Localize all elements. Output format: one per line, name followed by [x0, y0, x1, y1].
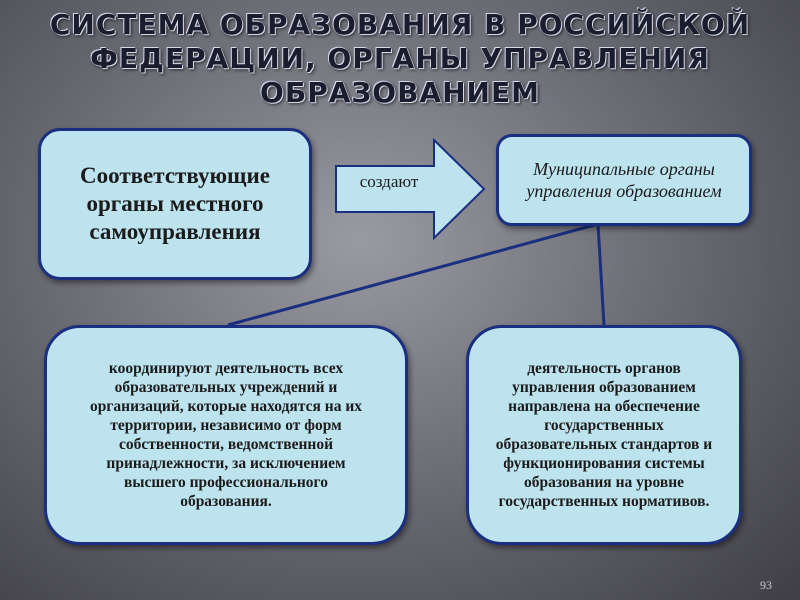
municipal-education-bodies-text: Муниципальные органы управления образованием	[526, 159, 722, 201]
title-line-2: ФЕДЕРАЦИИ, ОРГАНЫ УПРАВЛЕНИЯ	[90, 42, 710, 75]
local-government-bodies-box	[38, 128, 312, 280]
activity-direction-text: деятельность органов управления образованием направлена на обеспечение государственных образовательных стандартов и функционирования системы образования на уровне государственных нормативов.	[495, 360, 713, 510]
coordinate-activities-text: координируют деятельность всех образовательных учреждений и организаций, которые находятся на их территории, независимо от форм собственности, ведомственной принадлежности, за исключением высшего профессионального образования.	[90, 360, 362, 510]
title-line-3: ОБРАЗОВАНИЕМ	[260, 76, 540, 109]
activity-direction-box	[466, 325, 742, 545]
municipal-education-bodies-box	[496, 134, 752, 226]
local-government-bodies-text: Соответствующие органы местного самоуправления	[80, 163, 270, 244]
arrow-label: создают	[359, 172, 419, 191]
page-number: 93	[760, 578, 772, 592]
coordinate-activities-box	[44, 325, 408, 545]
title-line-1: СИСТЕМА ОБРАЗОВАНИЯ В РОССИЙСКОЙ	[49, 8, 751, 41]
connector-to-activity-box	[598, 224, 604, 325]
